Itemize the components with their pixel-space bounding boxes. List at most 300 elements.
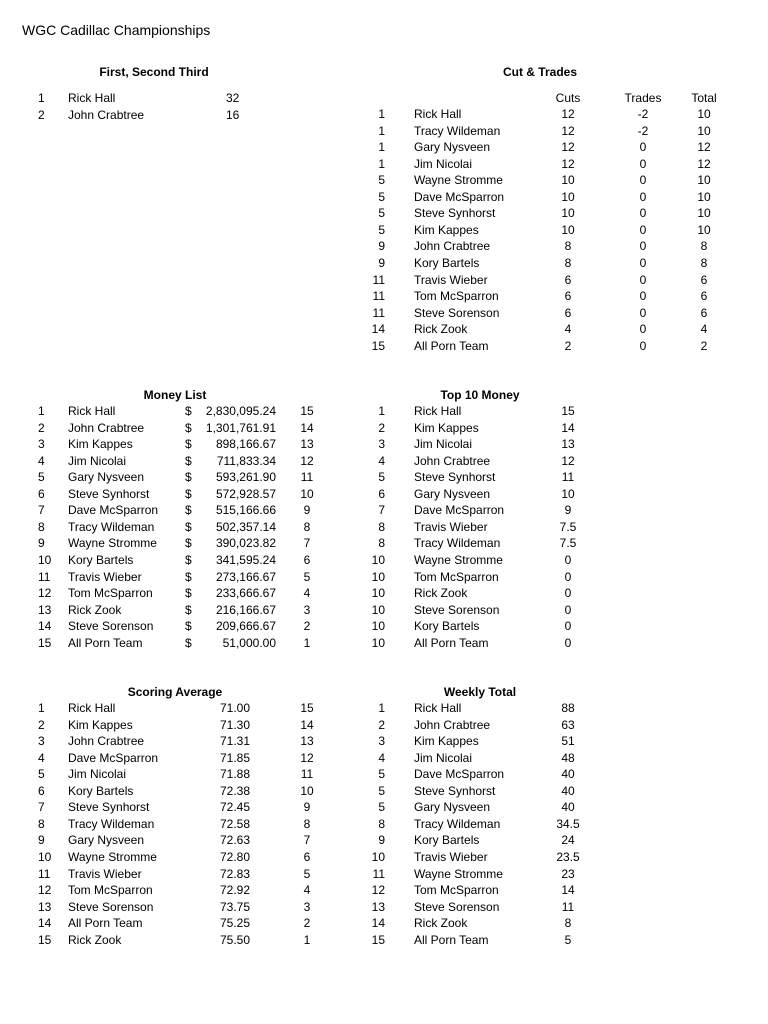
name-cell: All Porn Team: [414, 635, 489, 650]
cuts-cell: 2: [564, 338, 572, 353]
name-cell: Steve Sorenson: [414, 305, 500, 320]
name-cell: Kim Kappes: [68, 437, 133, 452]
rank-cell: 7: [378, 503, 385, 518]
value-cell: 0: [564, 602, 572, 617]
amount-cell: 898,166.67: [215, 437, 276, 452]
total-cell: 8: [700, 239, 708, 254]
name-cell: Rick Hall: [68, 91, 116, 105]
value-cell: 12: [561, 453, 575, 468]
rank-cell: 11: [372, 305, 385, 320]
average-cell: 72.63: [219, 833, 250, 848]
table-row: [0, 832, 768, 848]
points-cell: 13: [300, 437, 314, 452]
rank-cell: 13: [38, 602, 52, 617]
points-cell: 11: [300, 470, 314, 485]
top10-money-table: [0, 403, 768, 653]
amount-cell: 711,833.34: [216, 453, 276, 468]
points-cell: 1: [303, 635, 311, 650]
average-cell: 71.31: [219, 734, 250, 749]
points-cell: 11: [300, 767, 314, 782]
total-header: Total: [691, 91, 717, 105]
value-cell: 11: [561, 899, 575, 914]
rank-cell: 3: [378, 437, 385, 452]
name-cell: All Porn Team: [68, 635, 143, 650]
name-cell: Gary Nysveen: [414, 800, 491, 815]
rank-cell: 9: [378, 255, 385, 270]
currency-cell: $: [185, 486, 192, 501]
rank-cell: 13: [38, 899, 52, 914]
name-cell: Steve Sorenson: [414, 899, 500, 914]
total-cell: 10: [697, 206, 711, 221]
cuts-header: Cuts: [555, 91, 581, 105]
currency-cell: $: [185, 437, 192, 452]
rank-cell: 5: [378, 767, 385, 782]
rank-cell: 10: [371, 569, 385, 584]
rank-cell: 1: [38, 91, 45, 105]
value-cell: 34.5: [556, 816, 580, 831]
table-row: [0, 602, 768, 618]
value-cell: 40: [561, 800, 575, 815]
total-cell: 2: [700, 338, 708, 353]
table-row: [0, 338, 768, 354]
value-cell: 32: [226, 91, 240, 105]
average-cell: 75.25: [219, 916, 250, 931]
trades-cell: 0: [639, 338, 647, 353]
points-cell: 2: [303, 916, 311, 931]
points-cell: 9: [303, 503, 311, 518]
name-cell: Kim Kappes: [414, 420, 479, 435]
cut-trades-title: Cut & Trades: [502, 65, 577, 79]
name-cell: Rick Zook: [68, 602, 122, 617]
cut-trades-table: [0, 106, 768, 356]
name-cell: Rick Hall: [68, 404, 116, 418]
name-cell: Kory Bartels: [414, 833, 480, 848]
name-cell: Wayne Stromme: [414, 173, 503, 188]
name-cell: Tom McSparron: [414, 569, 499, 584]
table-row: [0, 106, 768, 122]
table-row: [0, 519, 768, 535]
scoring-average-title: Scoring Average: [127, 685, 223, 699]
table-row: [0, 420, 768, 436]
rank-cell: 15: [38, 635, 52, 650]
average-cell: 72.92: [219, 883, 250, 898]
points-cell: 12: [300, 750, 314, 765]
value-cell: 5: [564, 932, 572, 947]
trades-cell: 0: [639, 305, 647, 320]
cuts-cell: 8: [564, 255, 572, 270]
name-cell: Rick Zook: [414, 916, 468, 931]
rank-cell: 14: [371, 322, 385, 337]
table-row: [0, 436, 768, 452]
name-cell: Wayne Stromme: [414, 552, 503, 567]
name-cell: Kory Bartels: [68, 552, 134, 567]
rank-cell: 14: [38, 916, 52, 931]
name-cell: Rick Hall: [414, 404, 462, 418]
name-cell: Steve Synhorst: [414, 206, 496, 221]
points-cell: 8: [303, 816, 311, 831]
name-cell: Jim Nicolai: [414, 156, 473, 171]
name-cell: Gary Nysveen: [68, 470, 145, 485]
table-row: [0, 189, 768, 205]
name-cell: Steve Synhorst: [414, 783, 496, 798]
page-title: WGC Cadillac Championships: [22, 22, 211, 38]
value-cell: 10: [561, 486, 575, 501]
rank-cell: 11: [372, 866, 385, 881]
weekly-total-table: [0, 700, 768, 950]
trades-cell: 0: [639, 289, 647, 304]
amount-cell: 2,830,095.24: [205, 404, 276, 418]
table-row: [0, 750, 768, 766]
rank-cell: 11: [372, 272, 385, 287]
total-cell: 6: [700, 305, 708, 320]
name-cell: Travis Wieber: [414, 849, 488, 864]
name-cell: All Porn Team: [414, 932, 489, 947]
trades-cell: 0: [639, 189, 647, 204]
value-cell: 63: [561, 717, 575, 732]
points-cell: 8: [303, 519, 311, 534]
amount-cell: 572,928.57: [215, 486, 276, 501]
average-cell: 75.50: [219, 932, 250, 947]
currency-cell: $: [185, 586, 192, 601]
rank-cell: 4: [38, 453, 45, 468]
rank-cell: 5: [378, 173, 385, 188]
rank-cell: 1: [38, 404, 45, 418]
trades-cell: 0: [639, 272, 647, 287]
cuts-cell: 12: [561, 107, 575, 121]
rank-cell: 9: [378, 239, 385, 254]
trades-cell: 0: [639, 140, 647, 155]
amount-cell: 216,166.67: [215, 602, 276, 617]
rank-cell: 14: [38, 619, 52, 634]
rank-cell: 5: [378, 222, 385, 237]
cuts-cell: 6: [564, 272, 572, 287]
table-row: [0, 272, 768, 288]
average-cell: 72.80: [219, 849, 250, 864]
currency-cell: $: [185, 552, 192, 567]
rank-cell: 1: [38, 701, 45, 715]
value-cell: 23.5: [556, 849, 580, 864]
trades-cell: 0: [639, 255, 647, 270]
table-row: [0, 717, 768, 733]
rank-cell: 8: [378, 816, 385, 831]
name-cell: Gary Nysveen: [414, 486, 491, 501]
rank-cell: 8: [378, 536, 385, 551]
amount-cell: 502,357.14: [215, 519, 276, 534]
average-cell: 71.88: [219, 767, 250, 782]
currency-cell: $: [185, 519, 192, 534]
amount-cell: 593,261.90: [215, 470, 276, 485]
name-cell: Wayne Stromme: [414, 866, 503, 881]
table-row: [0, 932, 768, 948]
rank-cell: 1: [378, 123, 385, 138]
name-cell: Rick Zook: [414, 586, 468, 601]
rank-cell: 8: [378, 519, 385, 534]
table-row: [0, 899, 768, 915]
name-cell: Rick Hall: [414, 107, 462, 121]
points-cell: 1: [303, 932, 311, 947]
table-row: [0, 469, 768, 485]
rank-cell: 5: [378, 783, 385, 798]
table-row: [0, 486, 768, 502]
name-cell: Kory Bartels: [68, 783, 134, 798]
total-cell: 10: [697, 173, 711, 188]
table-row: [0, 502, 768, 518]
name-cell: Rick Hall: [414, 701, 462, 715]
first-second-third-title: First, Second Third: [99, 65, 209, 79]
average-cell: 72.83: [219, 866, 250, 881]
rank-cell: 13: [371, 899, 385, 914]
name-cell: John Crabtree: [68, 107, 145, 122]
trades-header: Trades: [624, 91, 662, 105]
value-cell: 16: [226, 107, 240, 122]
cuts-cell: 6: [564, 289, 572, 304]
name-cell: Jim Nicolai: [68, 767, 127, 782]
trades-cell: 0: [639, 173, 647, 188]
total-cell: 10: [697, 123, 711, 138]
value-cell: 0: [564, 586, 572, 601]
rank-cell: 7: [38, 503, 45, 518]
rank-cell: 14: [371, 916, 385, 931]
value-cell: 24: [561, 833, 575, 848]
rank-cell: 5: [38, 470, 45, 485]
value-cell: 8: [564, 916, 572, 931]
table-row: [0, 205, 768, 221]
trades-cell: 0: [639, 206, 647, 221]
value-cell: 51: [561, 734, 575, 749]
table-row: [0, 172, 768, 188]
name-cell: Tom McSparron: [414, 289, 499, 304]
name-cell: Wayne Stromme: [68, 849, 157, 864]
rank-cell: 3: [38, 437, 45, 452]
amount-cell: 1,301,761.91: [205, 420, 276, 435]
rank-cell: 1: [378, 107, 385, 121]
points-cell: 10: [300, 486, 314, 501]
table-row: [0, 123, 768, 139]
rank-cell: 10: [38, 552, 52, 567]
points-cell: 15: [300, 404, 314, 418]
table-row: [0, 585, 768, 601]
table-row: [0, 635, 768, 651]
top10-money-title: Top 10 Money: [440, 388, 520, 402]
rank-cell: 10: [371, 586, 385, 601]
rank-cell: 12: [38, 586, 52, 601]
table-row: [0, 849, 768, 865]
points-cell: 6: [303, 849, 311, 864]
points-cell: 2: [303, 619, 311, 634]
rank-cell: 1: [378, 701, 385, 715]
cuts-cell: 6: [564, 305, 572, 320]
cuts-cell: 8: [564, 239, 572, 254]
name-cell: Steve Synhorst: [414, 470, 496, 485]
average-cell: 73.75: [219, 899, 250, 914]
name-cell: John Crabtree: [68, 420, 145, 435]
rank-cell: 15: [371, 338, 385, 353]
value-cell: 23: [561, 866, 575, 881]
name-cell: Steve Sorenson: [414, 602, 500, 617]
name-cell: Wayne Stromme: [68, 536, 157, 551]
points-cell: 13: [300, 734, 314, 749]
table-row: [0, 222, 768, 238]
name-cell: Rick Zook: [414, 322, 468, 337]
rank-cell: 6: [378, 486, 385, 501]
table-row: [0, 733, 768, 749]
table-row: [0, 882, 768, 898]
cuts-cell: 10: [561, 173, 575, 188]
amount-cell: 341,595.24: [215, 552, 276, 567]
average-cell: 71.30: [219, 717, 250, 732]
points-cell: 5: [303, 866, 311, 881]
points-cell: 9: [303, 800, 311, 815]
rank-cell: 9: [38, 536, 45, 551]
cuts-cell: 12: [561, 140, 575, 155]
rank-cell: 6: [38, 486, 45, 501]
table-row: [0, 139, 768, 155]
trades-cell: -2: [637, 123, 649, 138]
weekly-total-title: Weekly Total: [443, 685, 517, 699]
rank-cell: 5: [378, 800, 385, 815]
rank-cell: 4: [378, 750, 385, 765]
rank-cell: 10: [371, 552, 385, 567]
name-cell: Tracy Wildeman: [414, 536, 501, 551]
name-cell: Steve Sorenson: [68, 619, 154, 634]
total-cell: 12: [697, 156, 711, 171]
rank-cell: 10: [371, 635, 385, 650]
value-cell: 11: [561, 470, 575, 485]
value-cell: 0: [564, 552, 572, 567]
currency-cell: $: [185, 536, 192, 551]
table-row: [0, 766, 768, 782]
table-row: [0, 321, 768, 337]
name-cell: John Crabtree: [68, 734, 145, 749]
points-cell: 7: [303, 833, 311, 848]
rank-cell: 1: [378, 156, 385, 171]
currency-cell: $: [185, 635, 192, 650]
rank-cell: 12: [38, 883, 52, 898]
total-cell: 10: [697, 107, 711, 121]
table-row: [0, 569, 768, 585]
rank-cell: 7: [38, 800, 45, 815]
name-cell: Dave McSparron: [414, 503, 505, 518]
rank-cell: 3: [38, 734, 45, 749]
name-cell: Tom McSparron: [68, 883, 153, 898]
points-cell: 14: [300, 717, 314, 732]
name-cell: Travis Wieber: [68, 866, 142, 881]
name-cell: Steve Synhorst: [68, 800, 150, 815]
rank-cell: 2: [378, 420, 385, 435]
points-cell: 5: [303, 569, 311, 584]
amount-cell: 390,023.82: [215, 536, 276, 551]
rank-cell: 11: [38, 569, 51, 584]
average-cell: 71.00: [219, 701, 250, 715]
table-row: [0, 552, 768, 568]
total-cell: 8: [700, 255, 708, 270]
value-cell: 9: [564, 503, 572, 518]
name-cell: Tracy Wildeman: [68, 519, 155, 534]
rank-cell: 8: [38, 519, 45, 534]
trades-cell: 0: [639, 156, 647, 171]
value-cell: 14: [561, 883, 575, 898]
rank-cell: 3: [378, 734, 385, 749]
name-cell: John Crabtree: [414, 453, 491, 468]
name-cell: Tom McSparron: [414, 883, 499, 898]
rank-cell: 8: [38, 816, 45, 831]
rank-cell: 9: [38, 833, 45, 848]
rank-cell: 11: [38, 866, 51, 881]
table-row: [0, 156, 768, 172]
rank-cell: 5: [378, 470, 385, 485]
table-row: [0, 238, 768, 254]
rank-cell: 9: [378, 833, 385, 848]
value-cell: 0: [564, 619, 572, 634]
amount-cell: 515,166.66: [215, 503, 276, 518]
name-cell: All Porn Team: [414, 338, 489, 353]
table-row: [0, 866, 768, 882]
total-cell: 12: [697, 140, 711, 155]
points-cell: 6: [303, 552, 311, 567]
amount-cell: 233,666.67: [215, 586, 276, 601]
currency-cell: $: [185, 602, 192, 617]
currency-cell: $: [185, 619, 192, 634]
currency-cell: $: [185, 404, 192, 418]
table-row: [0, 618, 768, 634]
average-cell: 72.58: [219, 816, 250, 831]
money-list-title: Money List: [143, 388, 207, 402]
currency-cell: $: [185, 453, 192, 468]
points-cell: 4: [303, 586, 311, 601]
name-cell: Steve Synhorst: [68, 486, 150, 501]
rank-cell: 10: [371, 849, 385, 864]
table-row: [0, 288, 768, 304]
name-cell: Tracy Wildeman: [68, 816, 155, 831]
points-cell: 10: [300, 783, 314, 798]
name-cell: Dave McSparron: [414, 767, 505, 782]
total-cell: 6: [700, 289, 708, 304]
name-cell: Kory Bartels: [414, 619, 480, 634]
table-row: [0, 816, 768, 832]
points-cell: 7: [303, 536, 311, 551]
name-cell: Kim Kappes: [414, 222, 479, 237]
amount-cell: 51,000.00: [222, 635, 276, 650]
value-cell: 7.5: [559, 519, 577, 534]
name-cell: Jim Nicolai: [414, 750, 473, 765]
trades-cell: -2: [637, 107, 649, 121]
name-cell: Travis Wieber: [414, 519, 488, 534]
table-row: [0, 255, 768, 271]
value-cell: 48: [561, 750, 575, 765]
name-cell: Jim Nicolai: [414, 437, 473, 452]
cuts-cell: 12: [561, 156, 575, 171]
total-cell: 10: [697, 189, 711, 204]
value-cell: 88: [561, 701, 575, 715]
value-cell: 40: [561, 767, 575, 782]
trades-cell: 0: [639, 322, 647, 337]
value-cell: 40: [561, 783, 575, 798]
value-cell: 0: [564, 635, 572, 650]
cuts-cell: 12: [561, 123, 575, 138]
name-cell: John Crabtree: [414, 717, 491, 732]
table-row: [0, 783, 768, 799]
name-cell: Rick Hall: [68, 701, 116, 715]
rank-cell: 6: [38, 783, 45, 798]
name-cell: All Porn Team: [68, 916, 143, 931]
table-row: [0, 305, 768, 321]
name-cell: Rick Zook: [68, 932, 122, 947]
total-cell: 4: [700, 322, 708, 337]
name-cell: John Crabtree: [414, 239, 491, 254]
total-cell: 6: [700, 272, 708, 287]
name-cell: Tracy Wildeman: [414, 123, 501, 138]
table-row: [0, 403, 768, 419]
